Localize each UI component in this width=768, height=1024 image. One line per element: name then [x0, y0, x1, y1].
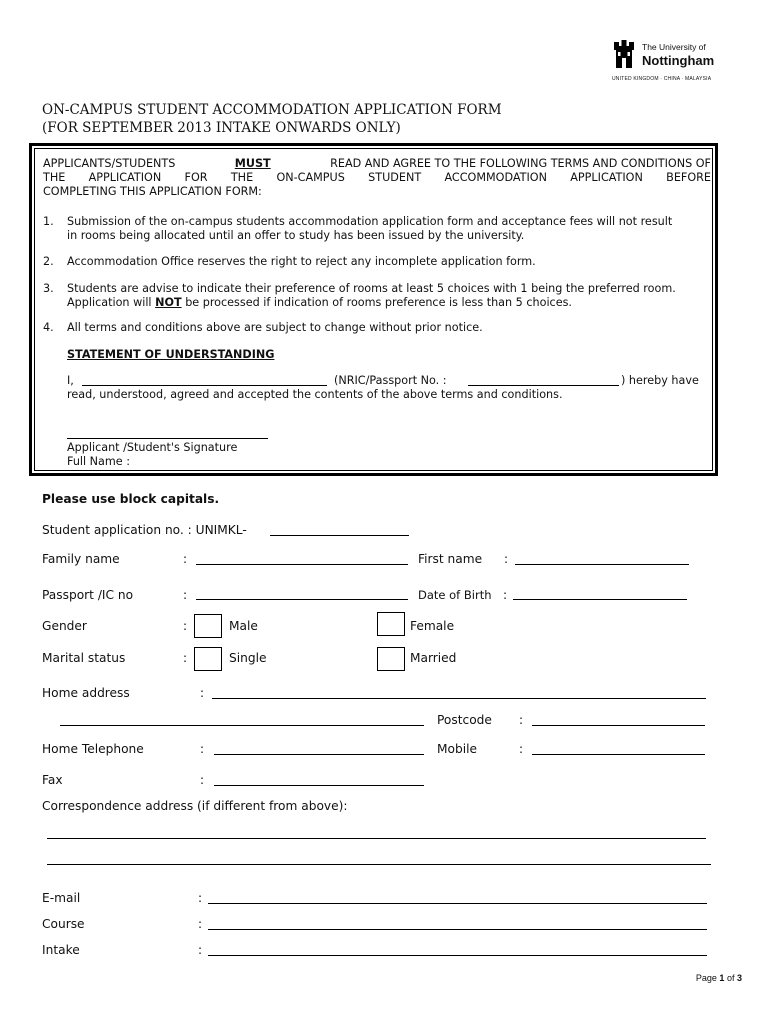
- email-field[interactable]: [208, 903, 707, 904]
- course-field[interactable]: [208, 929, 707, 930]
- mobile-field[interactable]: [532, 754, 705, 755]
- logo-line1: The University of: [642, 42, 706, 52]
- term-1-line2: in rooms being allocated until an offer to study has been issued by the university.: [67, 229, 525, 242]
- female-label: Female: [410, 619, 455, 633]
- terms-intro-line1: APPLICANTS/STUDENTS MUST READ AND AGREE TO THE FOLLOWING TERMS AND CONDITIONS OF: [43, 157, 711, 170]
- correspondence-field-1[interactable]: [47, 838, 706, 839]
- term-2-line1: Accommodation Office reserves the right to reject any incomplete application form.: [67, 255, 536, 268]
- marital-label: Marital status: [42, 651, 126, 665]
- page-number: Page 1 of 3: [695, 973, 742, 983]
- term-1-line1: Submission of the on-campus students accommodation application form and acceptance fees will not result: [67, 215, 673, 228]
- signature-label: Applicant /Student's Signature: [67, 441, 238, 454]
- home-telephone-label: Home Telephone: [42, 742, 144, 756]
- fax-field[interactable]: [214, 785, 424, 786]
- app-no-field[interactable]: [270, 535, 409, 536]
- term-4-num: 4.: [43, 321, 54, 334]
- home-address-field-1[interactable]: [212, 698, 706, 699]
- must-emphasis: MUST: [234, 157, 271, 170]
- statement-have: ) hereby have: [621, 374, 699, 387]
- not-emphasis: NOT: [155, 296, 182, 309]
- mobile-label: Mobile: [437, 742, 477, 756]
- term-4-line1: All terms and conditions above are subject to change without prior notice.: [67, 321, 483, 334]
- female-checkbox[interactable]: [377, 612, 405, 636]
- terms-intro-line3: COMPLETING THIS APPLICATION FORM:: [43, 185, 262, 198]
- single-checkbox[interactable]: [194, 647, 222, 671]
- family-name-field[interactable]: [196, 564, 408, 565]
- fullname-label: Full Name :: [67, 455, 131, 468]
- university-logo: [612, 40, 732, 88]
- passport-field[interactable]: [196, 599, 408, 600]
- single-label: Single: [229, 651, 267, 665]
- home-address-field-2[interactable]: [60, 725, 424, 726]
- statement-nric-blank[interactable]: [468, 385, 619, 386]
- form-subtitle: (FOR SEPTEMBER 2013 INTAKE ONWARDS ONLY): [42, 120, 401, 136]
- statement-name-blank[interactable]: [82, 385, 327, 386]
- form-title: ON-CAMPUS STUDENT ACCOMMODATION APPLICATION FORM: [42, 102, 502, 118]
- home-address-label: Home address: [42, 686, 130, 700]
- statement-nric-label: (NRIC/Passport No. :: [334, 374, 447, 387]
- passport-label: Passport /IC no: [42, 588, 134, 602]
- statement-heading: STATEMENT OF UNDERSTANDING: [67, 348, 275, 361]
- block-capitals-note: Please use block capitals.: [42, 492, 220, 506]
- male-checkbox[interactable]: [194, 614, 222, 638]
- fax-label: Fax: [42, 773, 63, 787]
- terms-intro-line2: THE APPLICATION FOR THE ON-CAMPUS STUDENT ACCOMMODATION APPLICATION BEFORE: [43, 171, 711, 184]
- term-3-num: 3.: [43, 282, 54, 295]
- home-telephone-field[interactable]: [214, 754, 424, 755]
- dob-field[interactable]: [513, 599, 687, 600]
- term-3-line2: Application will NOT be processed if indication of rooms preference is less than 5 choices.: [67, 296, 572, 309]
- logo-tagline: UNITED KINGDOM · CHINA · MALAYSIA: [612, 76, 712, 82]
- app-no-label: Student application no. : UNIMKL-: [42, 523, 247, 537]
- married-label: Married: [410, 651, 457, 665]
- email-label: E-mail: [42, 891, 81, 905]
- term-1-num: 1.: [43, 215, 54, 228]
- correspondence-field-2[interactable]: [47, 864, 711, 865]
- terms-box: [29, 143, 718, 476]
- male-label: Male: [229, 619, 258, 633]
- family-name-label: Family name: [42, 552, 120, 566]
- postcode-label: Postcode: [437, 713, 492, 727]
- postcode-field[interactable]: [532, 725, 705, 726]
- dob-label: Date of Birth: [418, 588, 492, 602]
- logo-line2: Nottingham: [642, 53, 715, 68]
- first-name-field[interactable]: [515, 564, 689, 565]
- intake-field[interactable]: [208, 955, 707, 956]
- term-3-line1: Students are advise to indicate their preference of rooms at least 5 choices with 1 being the preferred room.: [67, 282, 676, 295]
- term-2-num: 2.: [43, 255, 54, 268]
- first-name-label: First name: [418, 552, 483, 566]
- statement-line2: read, understood, agreed and accepted the contents of the above terms and conditions.: [67, 388, 563, 401]
- castle-crest-icon: [612, 40, 636, 70]
- gender-label: Gender: [42, 619, 87, 633]
- course-label: Course: [42, 917, 85, 931]
- correspondence-label: Correspondence address (if different from above):: [42, 799, 348, 813]
- married-checkbox[interactable]: [377, 647, 405, 671]
- intake-label: Intake: [42, 943, 80, 957]
- signature-line[interactable]: [67, 438, 268, 439]
- statement-i: I,: [67, 374, 74, 387]
